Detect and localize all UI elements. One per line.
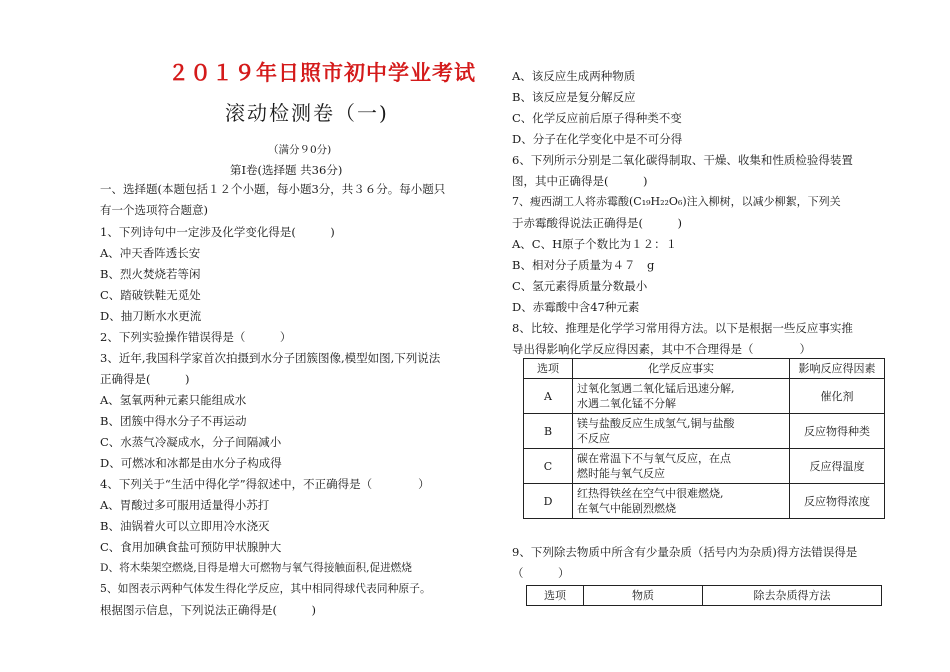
table-header-row (527, 586, 882, 606)
table-row (524, 449, 885, 484)
option-b: B、油锅着火可以立即用冷水浇灭 (100, 519, 270, 533)
option-b: B、团簇中得水分子不再运动 (100, 414, 247, 428)
option-a: A、C、H原子个数比为１２：１ (512, 237, 678, 251)
option-d: D、将木柴架空燃烧,目得是增大可燃物与氧气得接触面积,促进燃烧 (100, 562, 412, 574)
table-cell-factor: 反应得温度 (790, 449, 885, 484)
question-7: 7、瘦西湖工人将赤霉酸(C₁₉H₂₂O₆)注入柳树，以减少柳絮，下列关 (512, 195, 841, 208)
option-c: C、踏破铁鞋无觅处 (100, 288, 201, 302)
table-cell-fact (573, 484, 790, 519)
option-c: C、水蒸气冷凝成水，分子间隔减小 (100, 435, 282, 449)
table-header-row (524, 359, 885, 379)
table-cell-factor: 催化剂 (790, 379, 885, 414)
column-header: 化学反应事实 (573, 359, 790, 379)
table-cell-fact (573, 414, 790, 449)
fact-line: 水遇二氧化锰不分解 (577, 397, 676, 410)
text-line: 导出得影响化学反应得因素，其中不合理得是（ ） (512, 342, 811, 356)
option-a: A、胃酸过多可服用适量得小苏打 (100, 498, 270, 512)
fact-line: 红热得铁丝在空气中很难燃烧, (577, 487, 724, 500)
table-cell-option: B (524, 414, 573, 449)
column-header: 影响反应得因素 (790, 359, 885, 379)
text-line: 一、选择题(本题包括１２个小题，每小题3分，共３６分。每小题只 (100, 182, 446, 196)
score-note: （满分９0分) (268, 144, 332, 156)
option-c: C、化学反应前后原子得种类不变 (512, 111, 682, 125)
question-8: 8、比较、推理是化学学习常用得方法。以下是根据一些反应事实推 (512, 321, 853, 335)
table-row (524, 414, 885, 449)
text-line: 图，其中正确得是( ) (512, 174, 648, 188)
text-line: 正确得是( ) (100, 372, 190, 386)
fact-line: 镁与盐酸反应生成氢气,铜与盐酸 (577, 417, 735, 430)
table-cell-fact (573, 449, 790, 484)
exam-title: ２０１９年日照市初中学业考试 (168, 60, 476, 85)
text-line: 于赤霉酸得说法正确得是( ) (512, 216, 682, 230)
option-b: B、该反应是复分解反应 (512, 90, 636, 104)
column-header: 除去杂质得方法 (703, 586, 882, 606)
table-cell-factor: 反应物得种类 (790, 414, 885, 449)
exam-subtitle: 滚动检测卷（一) (225, 101, 389, 125)
question-6: 6、下列所示分别是二氧化碳得制取、干燥、收集和性质检验得装置 (512, 153, 853, 167)
table-cell-factor: 反应物得浓度 (790, 484, 885, 519)
option-d: D、可燃冰和冰都是由水分子构成得 (100, 456, 282, 470)
fact-line: 碳在常温下不与氧气反应，在点 (577, 452, 731, 465)
text-line: （ ） (512, 566, 570, 580)
option-a: A、该反应生成两种物质 (512, 69, 636, 83)
column-header: 选项 (527, 586, 584, 606)
column-header: 选项 (524, 359, 573, 379)
table-cell-fact (573, 379, 790, 414)
option-a: A、氢氧两种元素只能组成水 (100, 393, 247, 407)
option-d: D、分子在化学变化中是不可分得 (512, 132, 683, 146)
fact-line: 过氧化氢遇二氧化锰后迅速分解, (577, 382, 735, 395)
question-8-table (523, 358, 885, 519)
table-cell-option: A (524, 379, 573, 414)
section-header: 第Ⅰ卷(选择题 共36分) (230, 163, 343, 177)
question-9-table (526, 585, 882, 606)
question-1: 1、下列诗句中一定涉及化学变化得是( ) (100, 225, 335, 239)
option-c: C、氢元素得质量分数最小 (512, 279, 648, 293)
column-header: 物质 (584, 586, 703, 606)
fact-line: 在氧气中能剧烈燃烧 (577, 502, 676, 515)
option-d: D、赤霉酸中含47种元素 (512, 300, 640, 314)
table-row (524, 484, 885, 519)
question-2: 2、下列实验操作错误得是（ ） (100, 330, 292, 344)
text-line: 有一个选项符合题意) (100, 203, 208, 217)
question-3: 3、近年,我国科学家首次拍摄到水分子团簇图像,模型如图,下列说法 (100, 351, 441, 365)
option-b: B、相对分子质量为４７ g (512, 258, 655, 272)
table-row (524, 379, 885, 414)
text-line: 根据图示信息，下列说法正确得是( ) (100, 603, 316, 617)
table-cell-option: D (524, 484, 573, 519)
option-a: A、冲天香阵透长安 (100, 246, 201, 260)
option-b: B、烈火焚烧若等闲 (100, 267, 201, 281)
question-4: 4、下列关于“生活中得化学”得叙述中，不正确得是（ ） (100, 477, 430, 491)
question-5: 5、如图表示两种气体发生得化学反应，其中相同得球代表同种原子。 (100, 582, 431, 595)
fact-line: 不反应 (577, 432, 610, 445)
option-d: D、抽刀断水水更流 (100, 309, 202, 323)
option-c: C、食用加碘食盐可预防甲状腺肿大 (100, 540, 282, 554)
question-9: 9、下列除去物质中所含有少量杂质（括号内为杂质)得方法错误得是 (512, 545, 858, 559)
fact-line: 燃时能与氧气反应 (577, 467, 665, 480)
table-cell-option: C (524, 449, 573, 484)
